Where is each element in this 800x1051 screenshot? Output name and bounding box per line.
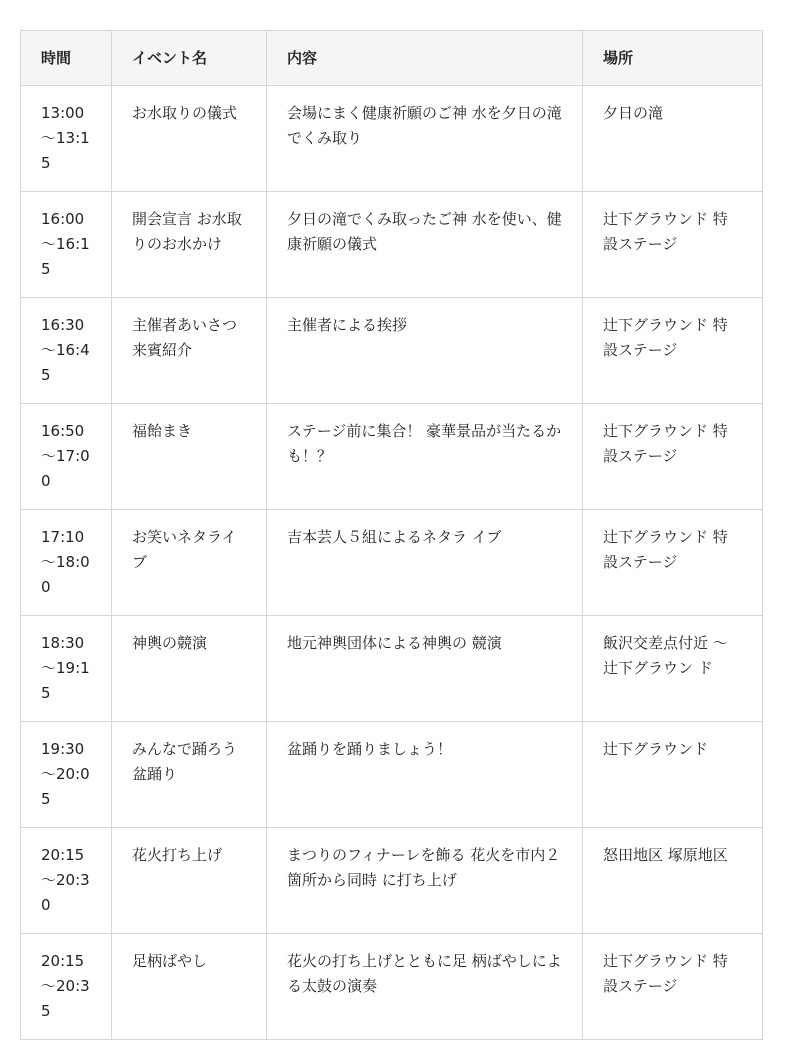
cell-description: ステージ前に集合！ 豪華景品が当たるかも！？ <box>267 404 583 510</box>
cell-time: 19:30 〜20:05 <box>21 722 112 828</box>
table-row <box>21 828 763 934</box>
cell-description: 吉本芸人５組によるネタラ イブ <box>267 510 583 616</box>
cell-event-name: 開会宣言 お水取りのお水かけ <box>112 192 267 298</box>
cell-place: 辻下グラウンド 特設ステージ <box>583 298 763 404</box>
cell-event-name: お笑いネタライブ <box>112 510 267 616</box>
cell-description: 花火の打ち上げとともに足 柄ばやしによる太鼓の演奏 <box>267 934 583 1040</box>
cell-time: 20:15 〜20:30 <box>21 828 112 934</box>
cell-event-name: 主催者あいさつ 来賓紹介 <box>112 298 267 404</box>
cell-event-name: 花火打ち上げ <box>112 828 267 934</box>
cell-description: 地元神輿団体による神輿の 競演 <box>267 616 583 722</box>
cell-place: 怒田地区 塚原地区 <box>583 828 763 934</box>
cell-event-name: お水取りの儀式 <box>112 86 267 192</box>
cell-place: 辻下グラウンド <box>583 722 763 828</box>
event-schedule-table <box>20 30 763 1040</box>
cell-time: 18:30 〜19:15 <box>21 616 112 722</box>
cell-place: 夕日の滝 <box>583 86 763 192</box>
cell-place: 辻下グラウンド 特設ステージ <box>583 934 763 1040</box>
cell-time: 16:30 〜16:45 <box>21 298 112 404</box>
table-row <box>21 86 763 192</box>
cell-description: 盆踊りを踊りましょう！ <box>267 722 583 828</box>
cell-event-name: 福飴まき <box>112 404 267 510</box>
cell-time: 13:00 〜13:15 <box>21 86 112 192</box>
cell-event-name: みんなで踊ろう 盆踊り <box>112 722 267 828</box>
table-row <box>21 510 763 616</box>
cell-description: まつりのフィナーレを飾る 花火を市内２箇所から同時 に打ち上げ <box>267 828 583 934</box>
cell-description: 会場にまく健康祈願のご神 水を夕日の滝でくみ取り <box>267 86 583 192</box>
cell-time: 20:15 〜20:35 <box>21 934 112 1040</box>
cell-time: 17:10 〜18:00 <box>21 510 112 616</box>
header-description: 内容 <box>267 31 583 86</box>
table-row <box>21 192 763 298</box>
cell-place: 辻下グラウンド 特設ステージ <box>583 404 763 510</box>
cell-time: 16:00 〜16:15 <box>21 192 112 298</box>
table-row <box>21 934 763 1040</box>
table-row <box>21 298 763 404</box>
cell-event-name: 足柄ばやし <box>112 934 267 1040</box>
cell-place: 辻下グラウンド 特設ステージ <box>583 192 763 298</box>
table-row <box>21 616 763 722</box>
cell-time: 16:50 〜17:00 <box>21 404 112 510</box>
header-place: 場所 <box>583 31 763 86</box>
cell-description: 夕日の滝でくみ取ったご神 水を使い、健康祈願の儀式 <box>267 192 583 298</box>
header-event-name: イベント名 <box>112 31 267 86</box>
cell-place: 飯沢交差点付近 〜辻下グラウン ド <box>583 616 763 722</box>
cell-event-name: 神輿の競演 <box>112 616 267 722</box>
cell-place: 辻下グラウンド 特設ステージ <box>583 510 763 616</box>
cell-description: 主催者による挨拶 <box>267 298 583 404</box>
table-header-row <box>21 31 763 86</box>
header-time: 時間 <box>21 31 112 86</box>
table-row <box>21 404 763 510</box>
table-row <box>21 722 763 828</box>
